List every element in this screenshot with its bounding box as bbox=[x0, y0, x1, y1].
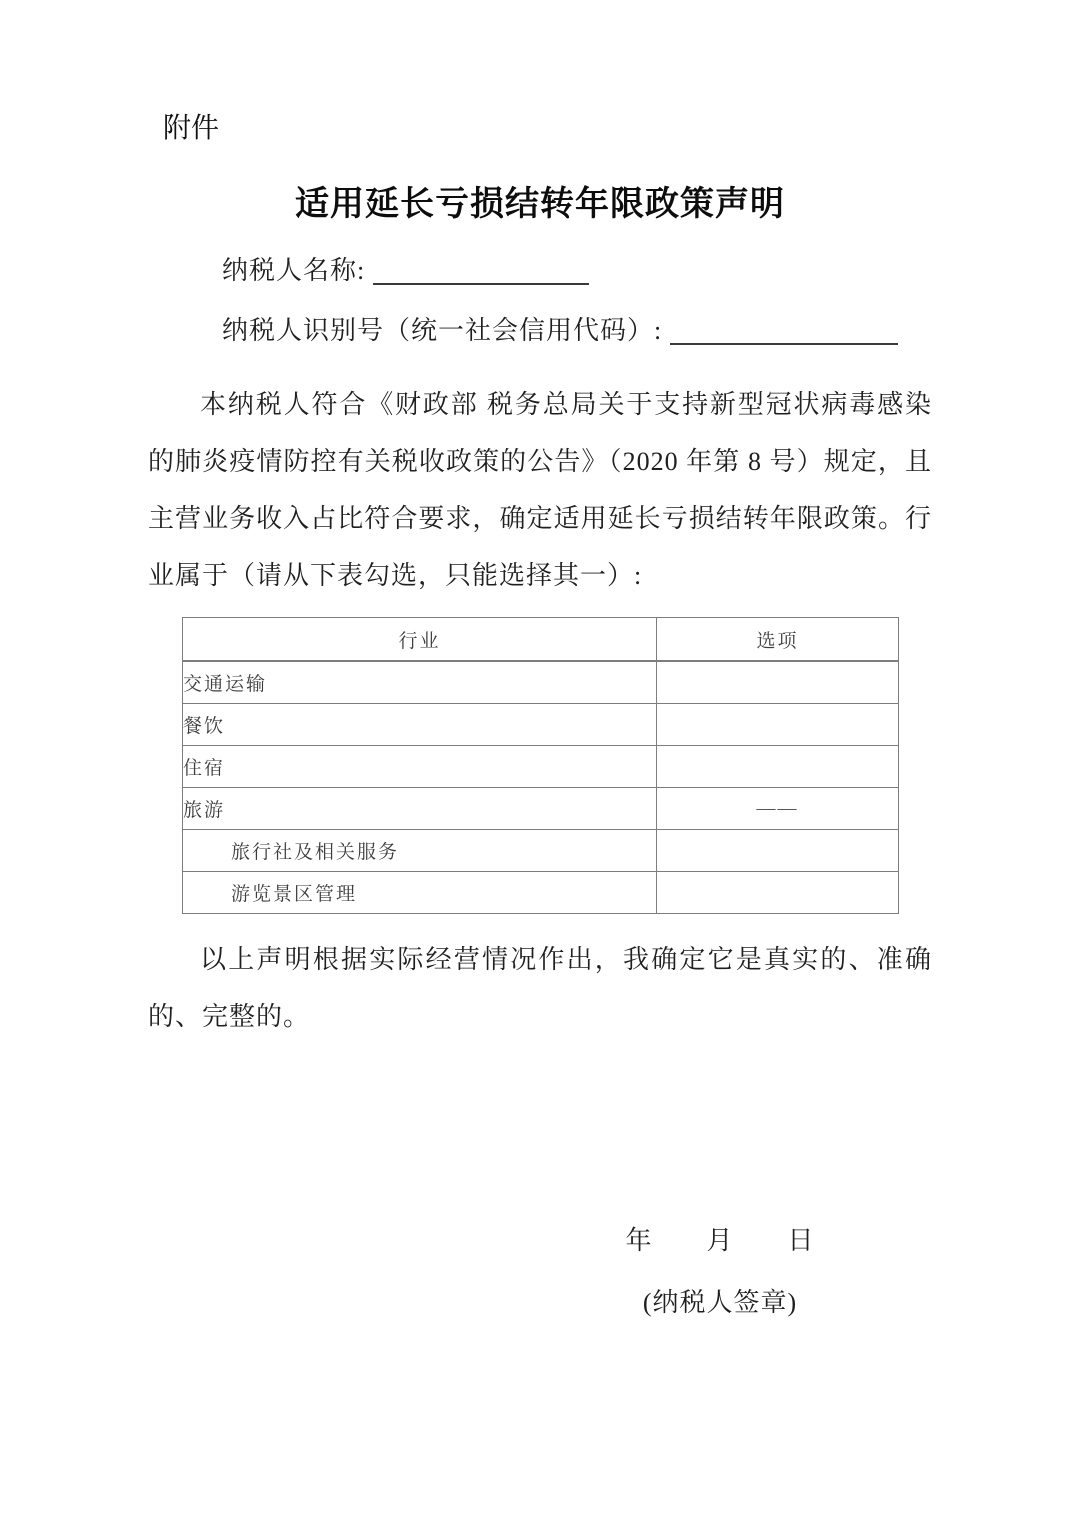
date-line: 年 月 日 bbox=[625, 1226, 815, 1255]
taxpayer-id-field bbox=[222, 310, 898, 347]
table-row bbox=[183, 830, 899, 872]
industry-column-header: 行业 bbox=[183, 618, 657, 662]
option-column-header: 选项 bbox=[657, 618, 899, 662]
closing-paragraph: 以上声明根据实际经营情况作出，我确定它是真实的、准确的、完整的。 bbox=[148, 945, 932, 1031]
taxpayer-id-blank bbox=[670, 317, 898, 345]
industry-cell: 住宿 bbox=[183, 746, 657, 788]
declaration-paragraph: 本纳税人符合《财政部 税务总局关于支持新型冠状病毒感染的肺炎疫情防控有关税收政策的公告》（2020 年第 8 号）规定，且主营业务收入占比符合要求，确定适用延长亏损结转年限政策。行业属于（请从下表勾选，只能选择其一）: bbox=[148, 390, 932, 590]
industry-cell: 交通运输 bbox=[183, 661, 657, 704]
option-cell bbox=[657, 830, 899, 872]
option-cell: —— bbox=[657, 788, 899, 830]
option-cell bbox=[657, 746, 899, 788]
page-title: 适用延长亏损结转年限政策声明 bbox=[295, 186, 785, 223]
option-cell bbox=[657, 661, 899, 704]
table-row bbox=[183, 704, 899, 746]
attachment-label: 附件 bbox=[163, 112, 220, 143]
option-cell bbox=[657, 872, 899, 914]
industry-cell: 旅行社及相关服务 bbox=[183, 830, 657, 872]
industry-cell: 旅游 bbox=[183, 788, 657, 830]
table-row bbox=[183, 788, 899, 830]
industry-table bbox=[182, 617, 899, 914]
taxpayer-id-label: 纳税人识别号（统一社会信用代码）: bbox=[222, 316, 663, 345]
taxpayer-name-field bbox=[222, 250, 589, 287]
table-row bbox=[183, 661, 899, 704]
table-header-row bbox=[183, 618, 899, 662]
option-cell bbox=[657, 704, 899, 746]
taxpayer-name-label: 纳税人名称: bbox=[222, 256, 366, 285]
table-row bbox=[183, 872, 899, 914]
taxpayer-seal-line: (纳税人签章) bbox=[642, 1288, 798, 1317]
industry-cell: 餐饮 bbox=[183, 704, 657, 746]
table-row bbox=[183, 746, 899, 788]
industry-cell: 游览景区管理 bbox=[183, 872, 657, 914]
taxpayer-name-blank bbox=[373, 257, 589, 285]
